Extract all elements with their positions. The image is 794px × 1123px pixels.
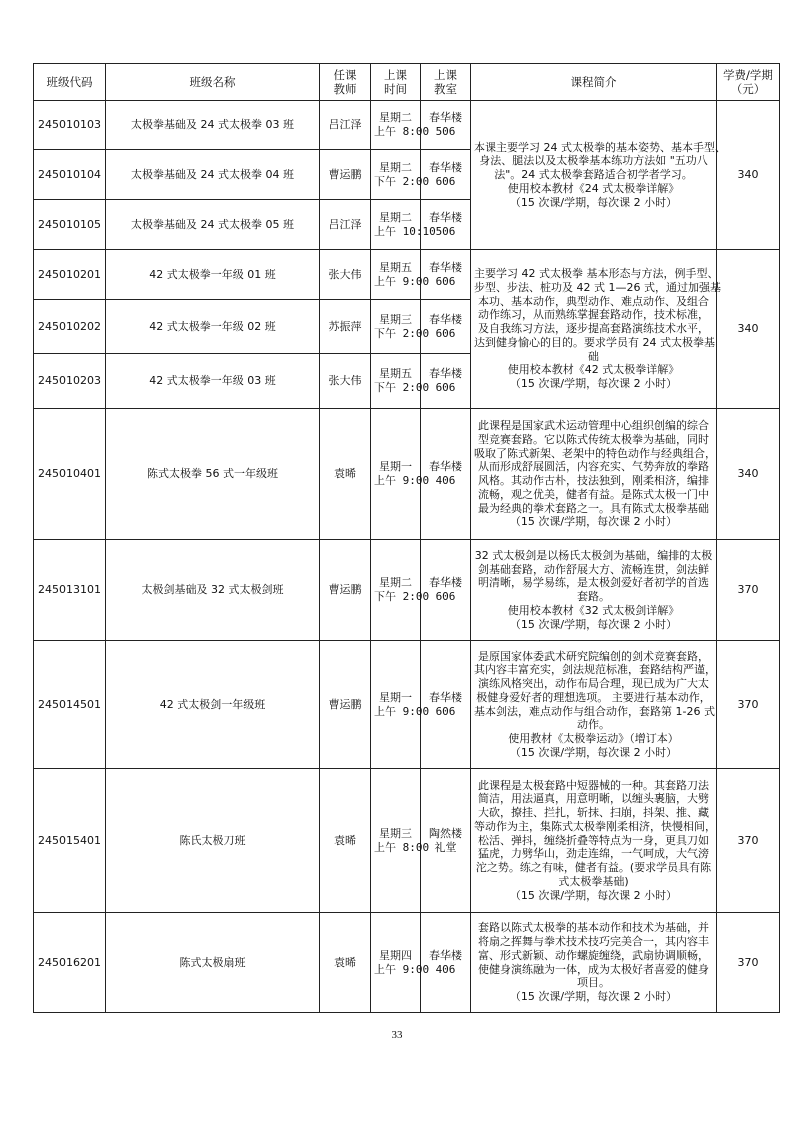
class-time-hour: 上午 9:00 [374,704,430,718]
teacher: 曹运鹏 [320,150,371,200]
tuition-fee: 340 [717,250,780,409]
tuition-fee: 370 [717,540,780,641]
intro-line: 项目。 [577,976,610,990]
class-time-day: 星期四 [379,948,412,962]
course-intro [471,641,717,769]
intro-line: 套路以陈式太极拳的基本动作和技术为基础，并 [478,921,709,935]
teacher: 曹运鹏 [320,540,371,641]
tuition-fee: 340 [717,101,780,250]
intro-line: 基本剑法，难点动作与组合动作，套路第 1-26 式 [474,704,715,718]
class-time [371,409,430,540]
intro-line: 富、形式新颖、动作螺旋缠绕，武扇协调顺畅， [478,948,709,962]
header-time [371,64,421,101]
intro-line: 动作练习，从而熟练掌握套路动作，技术标准， [478,308,709,322]
classroom-building: 春华楼 [429,690,462,704]
teacher: 袁晞 [320,913,371,1013]
classroom-building: 春华楼 [429,160,462,174]
intro-line: （15 次课/学期，每次课 2 小时） [509,195,678,209]
intro-line: 达到健身愉心的目的。要求学员有 24 式太极拳基 [474,335,715,349]
header-fee [717,64,780,101]
intro-line: 将扇之挥舞与拳术技术技巧完美合一，其内容丰 [478,935,709,948]
class-time-day: 星期二 [379,160,412,174]
intro-line: 法"。24 式太极拳套路适合初学者学习。 [494,168,693,182]
intro-line: 简洁，用法逼真，用意明晰，以缠头裹脑，大劈 [478,792,709,806]
intro-line: （15 次课/学期，每次课 2 小时） [509,745,678,759]
classroom-number: 606 [435,590,456,603]
class-code: 245010104 [34,150,106,200]
class-time-hour: 上午 9:00 [374,274,430,288]
class-time-day: 星期五 [379,260,412,274]
teacher: 苏振萍 [320,300,371,354]
class-time-hour: 上午 10:10 [374,224,436,238]
class-time [371,200,436,250]
header-name: 班级名称 [106,64,320,101]
header-teacher [320,64,371,101]
class-name: 太极拳基础及 24 式太极拳 03 班 [106,101,320,150]
intro-line: 使健身演练融为一体，成为太极好者喜爱的健身 [478,962,709,976]
intro-line: 吸取了陈式新架、老架中的特色动作与经典组合， [474,446,716,460]
class-time-hour: 上午 9:00 [374,962,430,976]
intro-line: 使用校本教材《32 式太极剑详解》 [507,603,680,617]
teacher: 袁晞 [320,769,371,913]
table-row [34,250,780,300]
intro-line: 大砍，撩挂、拦扎，斩抹、扫崩，抖架、推、藏 [478,806,709,820]
header-room-line: 上课 [434,67,457,82]
class-time-hour: 上午 9:00 [374,474,430,487]
classroom-building: 春华楼 [429,948,462,962]
header-code: 班级代码 [34,64,106,101]
class-code: 245010103 [34,101,106,150]
class-name: 42 式太极拳一年级 03 班 [106,354,320,409]
class-time [371,150,430,200]
intro-line: 剑基础套路，动作舒展大方、流畅连贯，剑法鲜 [478,562,709,576]
class-time-day: 星期三 [379,312,412,326]
class-time-hour: 上午 8:00 [374,125,430,138]
table-row [34,540,780,641]
intro-line: 主要学习 42 式太极拳 基本形态与方法，例手型、 [474,267,719,281]
class-time-hour: 上午 8:00 [374,840,430,854]
class-code: 245010105 [34,200,106,250]
course-table [33,63,780,1013]
tuition-fee: 370 [717,641,780,769]
course-intro [471,101,726,250]
class-time-day: 星期三 [379,826,412,840]
classroom-number: 406 [435,474,456,487]
classroom-building: 陶然楼 [429,826,462,840]
header-room-line: 教室 [434,82,457,96]
course-intro [471,250,721,409]
class-code: 245014501 [34,641,106,769]
class-time [371,641,430,769]
class-time [371,354,430,409]
intro-line: 础 [588,349,599,363]
intro-line: 使用教材《太极拳运动》（增订本） [508,732,679,745]
header-room [421,64,471,101]
intro-line: 最为经典的拳术套路之一。具有陈式太极拳基础 [478,501,709,515]
intro-line: （15 次课/学期，每次课 2 小时） [509,990,678,1003]
class-name: 太极拳基础及 24 式太极拳 05 班 [106,200,320,250]
intro-line: 明清晰，易学易练，是太极剑爱好者初学的首选 [478,576,709,590]
class-time [371,540,430,641]
course-intro [471,409,717,540]
classroom-building: 春华楼 [429,210,462,224]
class-time-day: 星期一 [379,460,412,474]
intro-line: 此课程是国家武术运动管理中心组织创编的综合 [478,419,709,432]
teacher: 吕江泽 [320,200,371,250]
classroom-building: 春华楼 [429,312,462,326]
class-time [371,300,430,354]
classroom-number: 606 [435,381,456,394]
intro-line: 身法、腿法以及太极拳基本练功方法如 "五功八 [479,154,708,168]
header-fee-line: （元） [730,82,766,96]
class-code: 245010203 [34,354,106,409]
class-name: 陈式太极扇班 [106,913,320,1013]
classroom-number: 606 [435,274,456,288]
class-time [371,101,430,150]
class-name: 42 式太极拳一年级 01 班 [106,250,320,300]
class-code: 245013101 [34,540,106,641]
class-time-day: 星期二 [379,210,412,224]
table-row [34,409,780,540]
intro-line: 本功、基本动作，典型动作、难点动作、及组合 [478,294,709,308]
intro-line: 及自我练习方法，逐步提高套路演练技术水平， [478,322,709,336]
intro-line: 松活、弹抖，缠绕折叠等特点为一身，更具刀如 [478,833,709,847]
class-name: 太极拳基础及 24 式太极拳 04 班 [106,150,320,200]
intro-line: 沱之势。练之有味，健者有益。(要求学员具有陈 [475,861,712,875]
classroom-number: 606 [435,326,456,340]
header-time-line: 上课 [384,67,407,82]
classroom-number: 506 [435,125,456,138]
intro-line: 是原国家体委武术研究院编创的剑术竞赛套路， [478,649,709,663]
class-time-hour: 下午 2:00 [374,381,430,394]
class-time [371,769,430,913]
teacher: 张大伟 [320,354,371,409]
teacher: 吕江泽 [320,101,371,150]
classroom-building: 春华楼 [429,111,462,125]
course-intro [471,913,717,1013]
class-name: 42 式太极剑一年级班 [106,641,320,769]
classroom-building: 春华楼 [429,367,462,381]
class-name: 陈式太极拳 56 式一年级班 [106,409,320,540]
intro-line: （15 次课/学期，每次课 2 小时） [509,377,678,391]
intro-line: （15 次课/学期，每次课 2 小时） [509,515,678,529]
teacher: 袁晞 [320,409,371,540]
table-row [34,913,780,1013]
course-intro [471,540,717,641]
classroom-building: 春华楼 [429,260,462,274]
class-time [371,913,430,1013]
intro-line: （15 次课/学期，每次课 2 小时） [509,617,678,631]
intro-line: 风格。其动作古朴，技法独到，刚柔相济，编排 [478,474,709,487]
teacher: 曹运鹏 [320,641,371,769]
intro-line: 流畅，观之优美，健者有益。是陈式太极一门中 [478,487,709,501]
table-row [34,769,780,913]
intro-line: 式太极拳基础) [558,874,629,888]
intro-line: （15 次课/学期，每次课 2 小时） [509,888,678,902]
class-time-hour: 下午 2:00 [374,174,430,188]
classroom-building: 春华楼 [429,460,462,474]
class-name: 太极剑基础及 32 式太极剑班 [106,540,320,641]
class-time-day: 星期五 [379,367,412,381]
intro-line: 此课程是太极套路中短器械的一种。其套路刀法 [478,778,709,792]
tuition-fee: 370 [717,769,780,913]
header-time-line: 时间 [384,82,407,96]
intro-line: 型竞赛套路。它以陈式传统太极拳为基础，同时 [478,432,709,446]
intro-line: 32 式太极剑是以杨氏太极剑为基础，编排的太极 [474,548,713,562]
class-time-day: 星期二 [379,111,412,125]
classroom-number: 406 [435,962,456,976]
intro-line: 其内容丰富充实，剑法规范标准，套路结构严谨， [474,663,716,677]
teacher: 张大伟 [320,250,371,300]
header-row [34,64,780,101]
intro-line: 等动作为主，集陈式太极拳刚柔相济，快慢相间， [474,819,716,833]
header-teacher-line: 任课 [333,67,357,82]
class-time [371,250,430,300]
class-name: 陈氏太极刀班 [106,769,320,913]
intro-line: 步型、步法、桩功及 42 式 1—26 式，通过加强基 [474,280,721,294]
intro-line: 演练风格突出，动作布局合理，现已成为广大太 [478,677,709,690]
intro-line: 极健身爱好者的理想选项。 主要进行基本动作， [476,690,711,704]
classroom-number: 606 [435,174,456,188]
tuition-fee: 340 [717,409,780,540]
classroom-number: 礼堂 [434,840,457,854]
class-time-hour: 下午 2:00 [374,590,430,603]
intro-line: 从而形成舒展圆活，内容充实、气势奔放的拳路 [478,460,709,474]
class-code: 245010202 [34,300,106,354]
intro-line: 套路。 [577,590,610,603]
table-row [34,641,780,769]
class-code: 245010401 [34,409,106,540]
course-intro [471,769,717,913]
intro-line: 本课主要学习 24 式太极拳的基本姿势、基本手型、 [474,140,726,154]
class-code: 245015401 [34,769,106,913]
page-number: 33 [391,1029,403,1041]
intro-line: 使用校本教材《42 式太极拳详解》 [507,363,680,377]
intro-line: 猛虎，力劈华山，劲走连绵，一气呵成，大气滂 [478,847,709,861]
table-row [34,101,780,150]
header-intro: 课程简介 [471,64,717,101]
classroom-building: 春华楼 [429,576,462,590]
intro-line: 使用校本教材《24 式太极拳详解》 [507,181,680,195]
header-fee-line: 学费/学期 [723,67,773,82]
intro-line: 动作。 [577,718,610,732]
class-code: 245016201 [34,913,106,1013]
classroom-number: 506 [435,224,456,238]
class-time-hour: 下午 2:00 [374,326,430,340]
class-time-day: 星期一 [379,690,412,704]
class-name: 42 式太极拳一年级 02 班 [106,300,320,354]
header-teacher-line: 教师 [333,82,357,96]
classroom-number: 606 [435,704,456,718]
class-code: 245010201 [34,250,106,300]
tuition-fee: 370 [717,913,780,1013]
class-time-day: 星期二 [379,576,412,590]
